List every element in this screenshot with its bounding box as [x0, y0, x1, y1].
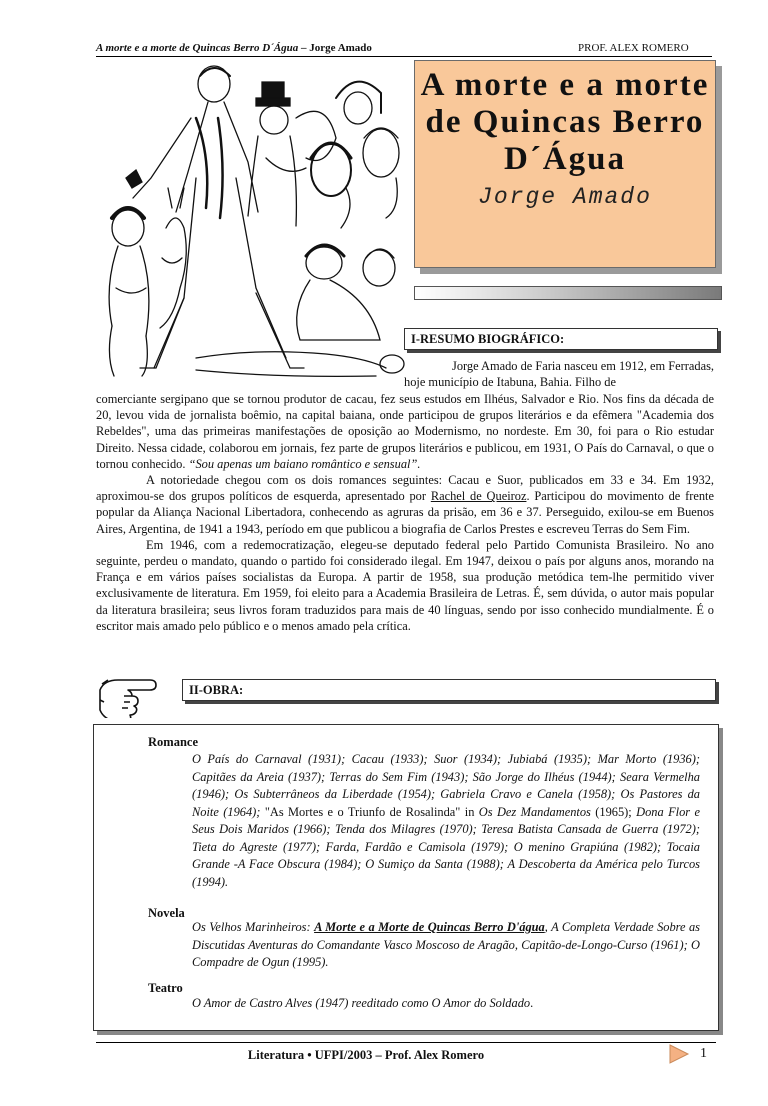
footer-rule: [96, 1042, 716, 1043]
cover-illustration: [96, 58, 418, 384]
standing-man-figure: [126, 66, 304, 368]
romance-works-b: "As Mortes e o Triunfo de Rosalinda" in: [264, 804, 479, 819]
works-box: [93, 724, 719, 1031]
bio-paragraph-1-start: [404, 358, 714, 390]
rachel-de-queiroz-link[interactable]: Rachel de Queiroz: [430, 489, 527, 504]
romance-works-d: (1965);: [590, 804, 637, 819]
footer-text: Literatura • UFPI/2003 – Prof. Alex Romero: [247, 1048, 485, 1062]
teatro-list: [192, 995, 700, 1013]
animal-figure: [160, 188, 186, 328]
header-teacher: PROF. ALEX ROMERO: [578, 42, 689, 54]
romance-list: [192, 751, 700, 891]
book-title: A morte e a morte de Quincas Berro D´Água: [420, 67, 710, 177]
seated-woman-figure: [297, 245, 395, 340]
title-box: [414, 60, 716, 268]
bio-quote: “Sou apenas um baiano romântico e sensual”.: [188, 456, 421, 471]
novela-works-a: Os Velhos Marinheiros:: [192, 920, 315, 934]
pointing-hand-icon: [98, 670, 160, 718]
genre-romance-label: Romance: [148, 735, 198, 749]
bio-paragraph-1: [96, 391, 714, 472]
bio-p1-text: comerciante sergipano que se tornou produtor de cacau, fez seus estudos em Ilhéus, Salvador e Rio. Nos fins da década de 20, levou vida de jornalista boêmio, na capital baiana, onde participou de grupos literários e da efêmera "Academia dos Rebeldes", uma das primeiras manifestações de oposição ao Modernismo, no nordeste. Em 30, foi para o Rio estudar Direito. Nessa cidade, colaborou em jornais, fez parte de grupos literários e publicou, em 1931, O País do Carnaval, o que o tornou conhecido.: [96, 392, 714, 471]
gradient-divider: [414, 286, 722, 300]
novela-highlight-title: A Morte e a Morte de Quincas Berro D'água: [314, 920, 545, 934]
bio-body: [96, 391, 714, 634]
woman-left-figure: [109, 208, 149, 376]
lying-figure: [196, 352, 404, 377]
bio-paragraph-3: Em 1946, com a redemocratização, elegeu-se deputado federal pelo Partido Comunista Brasileiro. No ano seguinte, perdeu o mandato, quando o partido foi considerado ilegal. Em 1947, deixou o país por alguns anos, morando na França e em vários países socialistas da Europa. A partir de 1958, sua produção metódica tem-lhe permitido viver exclusivamente de literatura. Em 1959, foi eleito para a Academia Brasileira de Letras. É, sem dúvida, o autor mais popular da literatura brasileira; seus livros foram traduzidos para mais de 40 línguas, sendo por isso conhecido mundialmente. É o escritor mais amado pelo público e o menos amado pela crítica.: [96, 537, 714, 633]
book-author: Jorge Amado: [478, 184, 652, 210]
genre-novela-label: Novela: [148, 906, 185, 920]
next-arrow-icon[interactable]: [668, 1043, 690, 1065]
section-heading-obra: II-OBRA:: [182, 679, 716, 701]
header-separator: –: [298, 42, 310, 54]
header-rule: [96, 56, 712, 57]
genre-teatro-label: Teatro: [148, 981, 183, 995]
bio-paragraph-2: [96, 472, 714, 537]
section-heading-biografia: I-RESUMO BIOGRÁFICO:: [404, 328, 718, 350]
hat-man-figure: [248, 82, 336, 226]
romance-works-c: Os Dez Mandamentos: [478, 804, 591, 819]
romance-works-e: Dona Flor e Seus Dois Maridos (1966); Tenda dos Milagres (1970); Teresa Batista Cansada de Guerra (1972); Tieta do Agreste (1977); Farda, Fardão e Camisola (1979); O menino Grapiúna (1982); Tocaia Grande -A Face Obscura (1984); O Sumiço da Santa (1988); A Descoberta da América pelo Turcos (1994).: [192, 804, 701, 889]
faces-cluster: [311, 82, 399, 228]
teatro-works-b: .: [530, 996, 534, 1010]
teatro-works-a: O Amor de Castro Alves (1947) reeditado como O Amor do Soldado: [192, 996, 531, 1010]
bio-p2-text-a: A notoriedade chegou com os dois romances seguintes: Cacau e Suor, publicados em 33 e 34. Em 1932, aproximou-se dos grupos políticos de esquerda, apresentado por: [96, 473, 714, 504]
novela-works-c: , A Completa Verdade Sobre as Discutidas Aventuras do Comandante Vasco Moscoso de Aragão, Capitão-de-Longo-Curso (1961); O Compadre de Ogun (1995).: [192, 920, 701, 969]
header-author: Jorge Amado: [309, 42, 372, 54]
header-title: [96, 42, 372, 54]
romance-works-a: O País do Carnaval (1931); Cacau (1933); Suor (1934); Jubiabá (1935); Mar Morto (1936); Capitães da Areia (1937); Terras do Sem Fim (1943); São Jorge do Ilhéus (1944); Seara Vermelha (1946); Os Subterrâneos da Liberdade (1954); Gabriela Cravo e Canela (1958); Os Pastores da Noite (1964);: [192, 752, 700, 819]
novela-list: [192, 919, 700, 972]
page-number: 1: [700, 1046, 707, 1061]
bio-p2-text-b: . Participou do movimento de frente popular da Aliança Nacional Libertadora, conhecendo as agruras da prisão, em 36 e 37. Perseguido, exilou-se em Buenos Aires, Argentina, de 1941 a 1943, período em que publicou a biografia de Carlos Prestes e escreveu Terras do Sem Fim.: [96, 489, 714, 536]
header-book-title: A morte e a morte de Quincas Berro D´Água: [96, 42, 299, 54]
bio-intro-text: Jorge Amado de Faria nasceu em 1912, em Ferradas, hoje município de Itabuna, Bahia. Filho de: [404, 359, 714, 390]
